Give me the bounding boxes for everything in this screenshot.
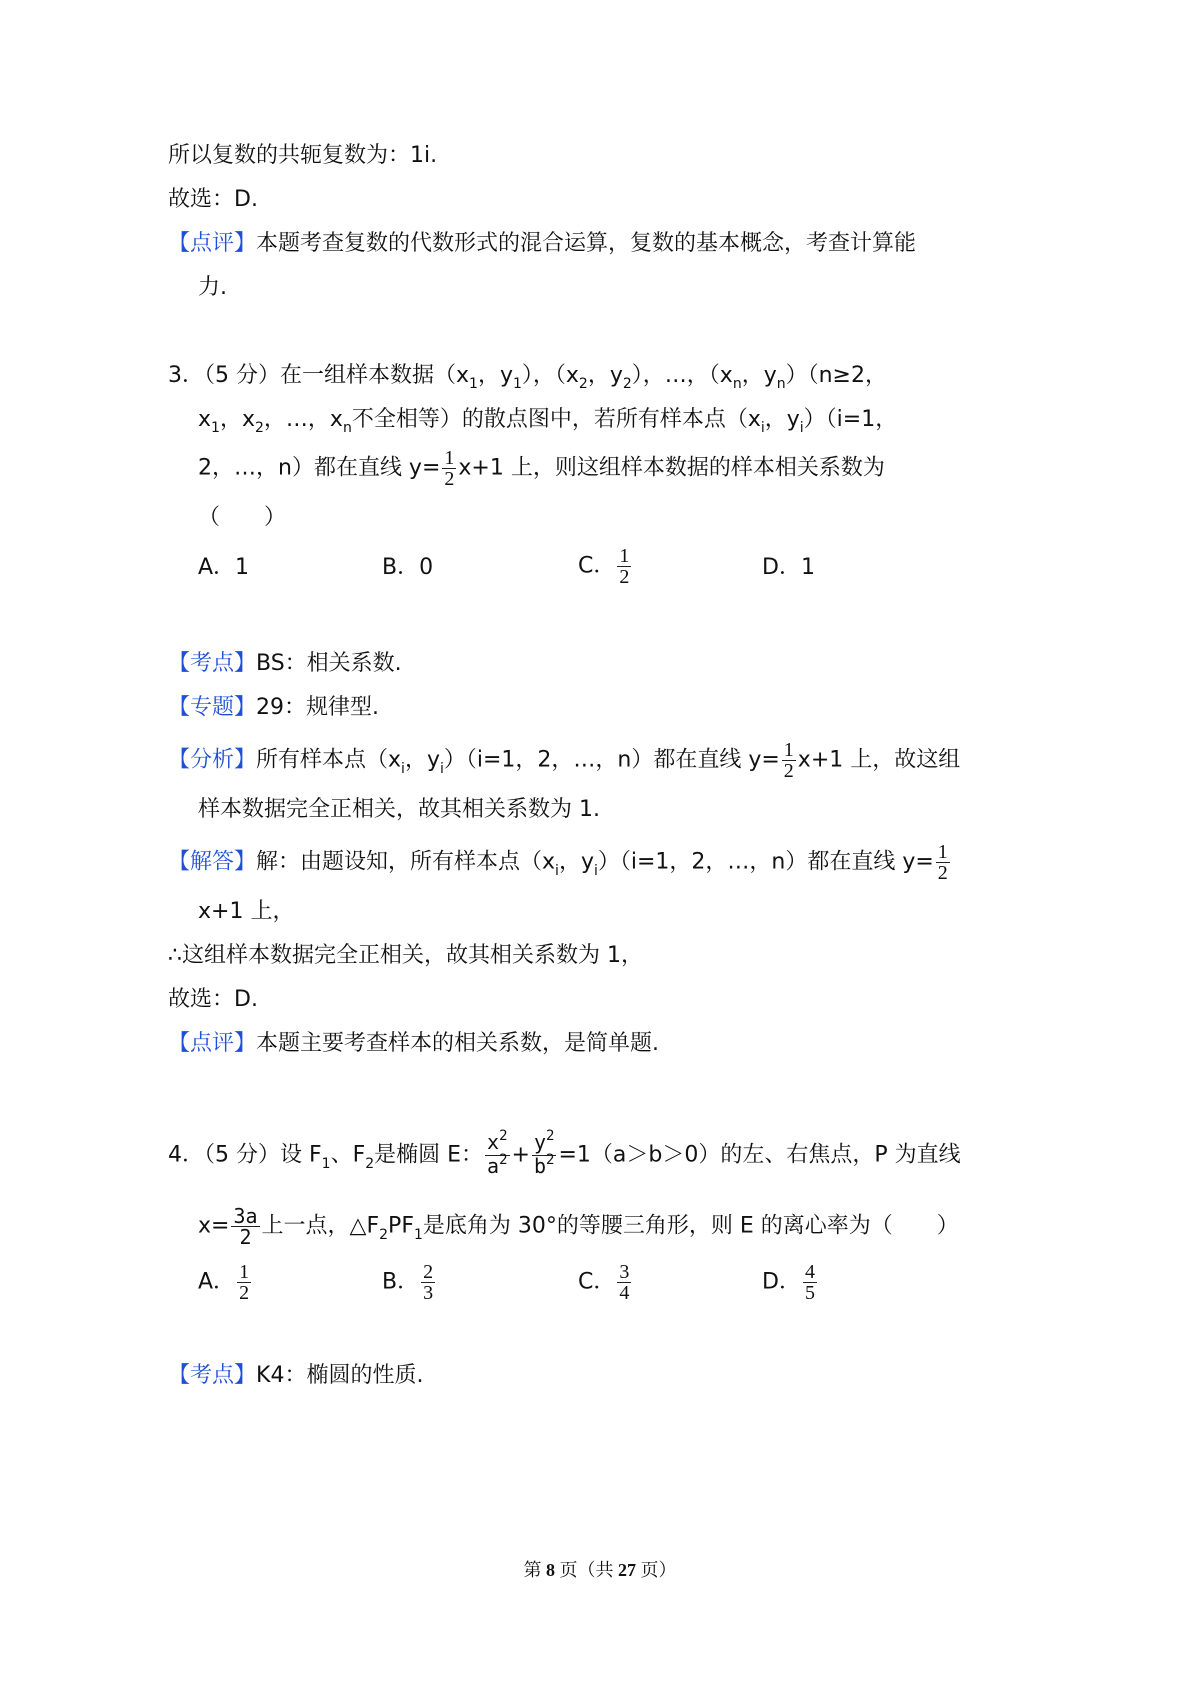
frac-den: 3: [423, 1282, 434, 1304]
footer-text: 页）: [636, 1560, 677, 1580]
q3-stem-line-1: [168, 360, 887, 394]
frac-den: 5: [804, 1282, 815, 1304]
fenxi-text: ，y: [404, 747, 440, 773]
q3-sub: 1: [512, 376, 522, 392]
q4-text: PF: [388, 1213, 414, 1239]
q3-sub: n: [342, 420, 352, 436]
q3-text: 不全相等）的散点图中，若所有样本点（x: [351, 407, 761, 432]
q3-sub: 2: [578, 376, 588, 392]
option-label: C．: [578, 553, 616, 579]
q3-text: ），…，（x: [631, 363, 733, 388]
q3-answer-blank: （ ）: [198, 505, 287, 530]
q3-dianping: [168, 1028, 659, 1060]
fenxi-text: 所有样本点（x: [256, 747, 402, 773]
half-fraction: [442, 448, 456, 489]
frac-num: 2: [423, 1261, 434, 1283]
q3-sub: 2: [622, 376, 632, 392]
ellipse-var: x: [487, 1130, 500, 1154]
q3-sub: n: [732, 376, 742, 392]
q3-text: ），（x: [521, 363, 579, 388]
plus-sign: +: [511, 1142, 530, 1168]
answer-line: 故选：D.: [168, 187, 258, 212]
q3-sub: i: [799, 420, 804, 436]
q3-jieda-line-4: 故选：D.: [168, 987, 258, 1012]
conjugate-line: 所以复数的共轭复数为：1i.: [168, 143, 438, 168]
frac-num: 4: [804, 1261, 815, 1283]
jieda-text: ）（i=1，2，…，n）都在直线 y=: [597, 849, 934, 875]
frac-num: 1: [239, 1261, 250, 1283]
q3-option-b: B．0: [382, 555, 434, 580]
half-fraction: [782, 740, 796, 781]
q3-text: x: [198, 407, 212, 432]
dianping-tag: 【点评】: [168, 1031, 257, 1056]
exponent: 2: [546, 1152, 555, 1168]
exponent: 2: [499, 1152, 508, 1168]
jieda-text: ，y: [558, 849, 594, 875]
frac-den: 2: [937, 862, 948, 884]
frac-den: 2: [239, 1282, 250, 1304]
frac-den: 2: [619, 566, 630, 588]
q4-text: 上一点，△F: [261, 1213, 380, 1239]
comment-line: [168, 228, 916, 260]
q3-fenxi-line-2: 样本数据完全正相关，故其相关系数为 1.: [198, 797, 600, 822]
q3-jieda-line-1: [168, 842, 952, 883]
q4-option-d: [762, 1262, 819, 1303]
page-total: 27: [618, 1560, 636, 1580]
frac-den: 2: [444, 468, 455, 490]
q4-sub: 1: [321, 1155, 331, 1172]
fenxi-tag: 【分析】: [168, 747, 257, 773]
frac-num: 1: [937, 841, 948, 863]
q4-sub: 2: [365, 1155, 375, 1172]
half-fraction: [617, 546, 631, 587]
jieda-sub: i: [555, 862, 559, 879]
q3-sub: 1: [211, 420, 220, 436]
frac-num: 1: [619, 545, 630, 567]
three-a-over-two: [231, 1206, 259, 1247]
frac-den: 2: [783, 760, 794, 782]
jieda-text: 解：由题设知，所有样本点（x: [256, 849, 556, 875]
q3-kaodian: [168, 648, 402, 680]
frac-den: 4: [619, 1282, 630, 1304]
footer-text: 第: [523, 1560, 546, 1580]
q3-sub: n: [776, 376, 786, 392]
frac-num: 3: [619, 1261, 630, 1283]
q3-fenxi-line-1: [168, 740, 960, 781]
q4-text: 、F: [330, 1142, 366, 1168]
zhuanti-text: 29：规律型.: [256, 695, 380, 720]
q3-text: 2，…，n）都在直线 y=: [198, 455, 441, 481]
kaodian-text: BS：相关系数.: [256, 651, 402, 676]
option-fraction: [421, 1262, 435, 1303]
exponent: 2: [546, 1128, 555, 1144]
q3-sub: 2: [254, 420, 264, 436]
frac-den: 2: [239, 1225, 252, 1249]
q4-kaodian: [168, 1360, 423, 1392]
comment-line-2: 力.: [198, 275, 227, 300]
page-footer: [0, 1556, 1200, 1582]
exponent: 2: [499, 1128, 508, 1144]
ellipse-var: b: [533, 1154, 547, 1178]
dianping-text: 本题主要考查样本的相关系数，是简单题.: [256, 1031, 660, 1056]
option-label: B．: [382, 1269, 420, 1295]
comment-tag: 【点评】: [168, 231, 257, 256]
ellipse-x-term: [485, 1128, 509, 1179]
q4-sub: 2: [379, 1226, 389, 1243]
frac-num: 1: [783, 739, 794, 761]
q3-jieda-line-3: ∴这组样本数据完全正相关，故其相关系数为 1，: [168, 943, 643, 968]
fenxi-text: x+1 上，故这组: [797, 747, 961, 773]
q3-text: ，x: [219, 407, 255, 432]
jieda-sub: i: [593, 862, 598, 879]
footer-text: 页（共: [555, 1560, 618, 1580]
comment-text: 本题考查复数的代数形式的混合运算，复数的基本概念，考查计算能: [256, 231, 917, 256]
q3-text: ，y: [741, 363, 777, 388]
half-fraction: [936, 842, 950, 883]
q3-text: x+1 上，则这组样本数据的样本相关系数为: [458, 455, 885, 481]
kaodian-tag: 【考点】: [168, 651, 257, 676]
option-label: D．: [762, 1269, 801, 1295]
zhuanti-tag: 【专题】: [168, 695, 257, 720]
q4-stem-line-1: [168, 1128, 961, 1179]
q4-option-a: [198, 1262, 253, 1303]
kaodian-text: K4：椭圆的性质.: [256, 1363, 424, 1388]
q3-text: ，y: [764, 407, 800, 432]
q3-text: ，…，x: [263, 407, 343, 432]
q3-option-d: D．1: [762, 555, 815, 580]
frac-num: 3a: [233, 1204, 258, 1228]
q3-stem-line-2: [198, 404, 897, 438]
fenxi-text: ）（i=1，2，…，n）都在直线 y=: [443, 747, 780, 773]
q4-text: =1（a＞b＞0）的左、右焦点，P 为直线: [558, 1142, 961, 1168]
option-label: A．: [198, 1269, 236, 1295]
q4-text: x=: [198, 1213, 230, 1239]
q4-option-c: [578, 1262, 633, 1303]
ellipse-y-term: [532, 1128, 556, 1179]
fenxi-sub: i: [439, 760, 444, 777]
option-fraction: [617, 1262, 631, 1303]
option-label: C．: [578, 1269, 616, 1295]
jieda-tag: 【解答】: [168, 849, 257, 875]
q3-jieda-line-2: x+1 上，: [198, 899, 295, 924]
q3-stem-line-3: [198, 448, 885, 489]
q4-text: 4．（5 分）设 F: [168, 1142, 322, 1168]
kaodian-tag: 【考点】: [168, 1363, 257, 1388]
q3-zhuanti: [168, 692, 379, 724]
fenxi-sub: i: [401, 760, 405, 777]
page-number: 8: [546, 1560, 555, 1580]
frac-num: 1: [444, 447, 455, 469]
q4-sub: 1: [413, 1226, 423, 1243]
q3-option-a: A．1: [198, 555, 250, 580]
q3-text: ）（i=1，: [803, 407, 898, 432]
q3-text: ，y: [587, 363, 623, 388]
q4-text: 是底角为 30°的等腰三角形，则 E 的离心率为（ ）: [422, 1213, 959, 1239]
q3-sub: 1: [469, 376, 478, 392]
q3-option-c: [578, 546, 633, 587]
option-fraction: [803, 1262, 817, 1303]
q4-option-b: [382, 1262, 437, 1303]
q4-text: 是椭圆 E：: [374, 1142, 484, 1168]
option-fraction: [237, 1262, 251, 1303]
ellipse-var: a: [487, 1154, 500, 1178]
q4-stem-line-2: [198, 1206, 959, 1247]
ellipse-var: y: [533, 1130, 547, 1154]
q3-text: ）（n≥2，: [785, 363, 887, 388]
q3-sub: i: [760, 420, 765, 436]
q3-text: 3．（5 分）在一组样本数据（x: [168, 363, 470, 388]
q3-text: ，y: [477, 363, 513, 388]
